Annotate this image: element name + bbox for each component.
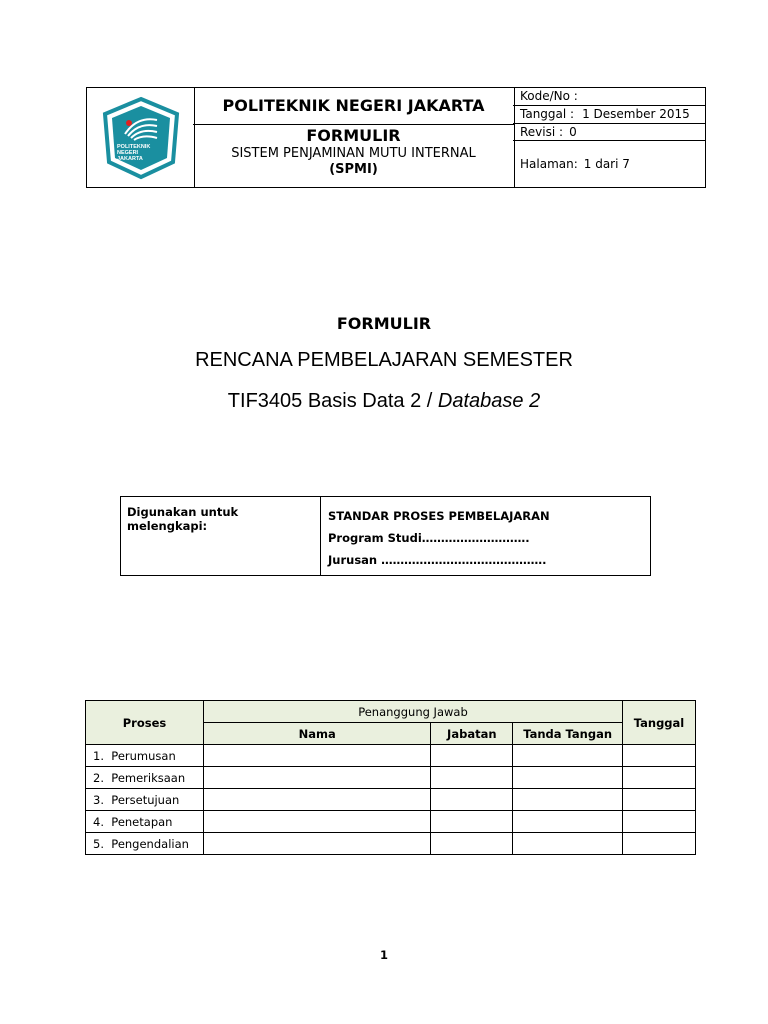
- jabatan-cell[interactable]: [431, 833, 513, 855]
- usage-jurusan: Jurusan …………………………………….: [328, 553, 547, 567]
- tanggal-value: 1 Desember 2015: [582, 107, 690, 121]
- form-type-cell: [193, 123, 515, 188]
- revisi-value: 0: [569, 124, 577, 139]
- jabatan-cell[interactable]: [431, 789, 513, 811]
- course-code-name: TIF3405 Basis Data 2 /: [227, 390, 433, 412]
- system-line: SISTEM PENJAMINAN MUTU INTERNAL: [231, 146, 476, 161]
- revisi-row: [513, 123, 706, 141]
- table-row: [86, 789, 696, 811]
- col-jabatan: Jabatan: [431, 723, 513, 745]
- logo-line-2: NEGERI: [117, 150, 139, 156]
- table-row: [86, 745, 696, 767]
- process-label: Penetapan: [111, 814, 173, 829]
- usage-label: Digunakan untuk melengkapi:: [127, 505, 239, 533]
- table-header-row-1: [86, 701, 696, 723]
- process-number: 1.: [93, 748, 104, 763]
- table-row: [86, 833, 696, 855]
- institution-cell: [193, 87, 515, 125]
- kode-label: Kode/No :: [520, 89, 578, 103]
- process-label: Perumusan: [111, 748, 176, 763]
- jabatan-cell[interactable]: [431, 811, 513, 833]
- process-cell: [86, 745, 204, 767]
- approval-table: [85, 700, 696, 855]
- usage-label-cell: [120, 496, 321, 576]
- kode-row: [513, 87, 706, 106]
- process-number: 5.: [93, 836, 104, 851]
- page-number: 1: [379, 948, 388, 962]
- tanda-tangan-cell[interactable]: [513, 811, 623, 833]
- col-tanda-tangan: Tanda Tangan: [513, 723, 623, 745]
- tanda-tangan-cell[interactable]: [513, 745, 623, 767]
- halaman-row: [513, 140, 706, 188]
- process-cell: [86, 811, 204, 833]
- halaman-value: 1 dari 7: [583, 157, 630, 171]
- form-label: FORMULIR: [306, 126, 401, 145]
- tanda-tangan-cell[interactable]: [513, 789, 623, 811]
- process-number: 4.: [93, 814, 104, 829]
- col-proses: Proses: [86, 701, 204, 745]
- tanggal-cell[interactable]: [623, 811, 696, 833]
- nama-cell[interactable]: [203, 745, 430, 767]
- logo-cell: [86, 87, 195, 188]
- process-label: Persetujuan: [111, 792, 180, 807]
- jabatan-cell[interactable]: [431, 767, 513, 789]
- tanggal-row: [513, 105, 706, 124]
- logo-line-1: POLITEKNIK: [117, 144, 151, 150]
- process-cell: [86, 767, 204, 789]
- logo-line-3: JAKARTA: [117, 156, 143, 162]
- rps-title: RENCANA PEMBELAJARAN SEMESTER: [195, 349, 573, 371]
- course-english: Database 2: [437, 390, 541, 412]
- usage-program: Program Studi……………………….: [328, 531, 530, 545]
- form-title: FORMULIR: [336, 314, 432, 333]
- col-penanggung-jawab: Penanggung Jawab: [203, 701, 622, 723]
- nama-cell[interactable]: [203, 833, 430, 855]
- process-label: Pemeriksaan: [111, 770, 186, 785]
- process-cell: [86, 833, 204, 855]
- usage-details: [328, 505, 550, 571]
- course-title: [0, 390, 768, 413]
- process-number: 2.: [93, 770, 104, 785]
- process-number: 3.: [93, 792, 104, 807]
- system-abbr: (SPMI): [329, 162, 378, 177]
- col-nama: Nama: [203, 723, 430, 745]
- nama-cell[interactable]: [203, 789, 430, 811]
- tanggal-cell[interactable]: [623, 833, 696, 855]
- halaman-label: Halaman:: [520, 157, 578, 171]
- tanggal-cell[interactable]: [623, 745, 696, 767]
- process-label: Pengendalian: [111, 836, 189, 851]
- table-row: [86, 811, 696, 833]
- tanda-tangan-cell[interactable]: [513, 833, 623, 855]
- pnj-logo: [99, 96, 183, 180]
- process-cell: [86, 789, 204, 811]
- revisi-label: Revisi :: [520, 124, 564, 139]
- nama-cell[interactable]: [203, 811, 430, 833]
- tanda-tangan-cell[interactable]: [513, 767, 623, 789]
- usage-standard: STANDAR PROSES PEMBELAJARAN: [328, 509, 550, 523]
- institution-name: POLITEKNIK NEGERI JAKARTA: [222, 96, 485, 115]
- table-row: [86, 767, 696, 789]
- tanggal-cell[interactable]: [623, 767, 696, 789]
- col-tanggal: Tanggal: [623, 701, 696, 745]
- nama-cell[interactable]: [203, 767, 430, 789]
- jabatan-cell[interactable]: [431, 745, 513, 767]
- tanggal-label: Tanggal :: [520, 107, 575, 121]
- tanggal-cell[interactable]: [623, 789, 696, 811]
